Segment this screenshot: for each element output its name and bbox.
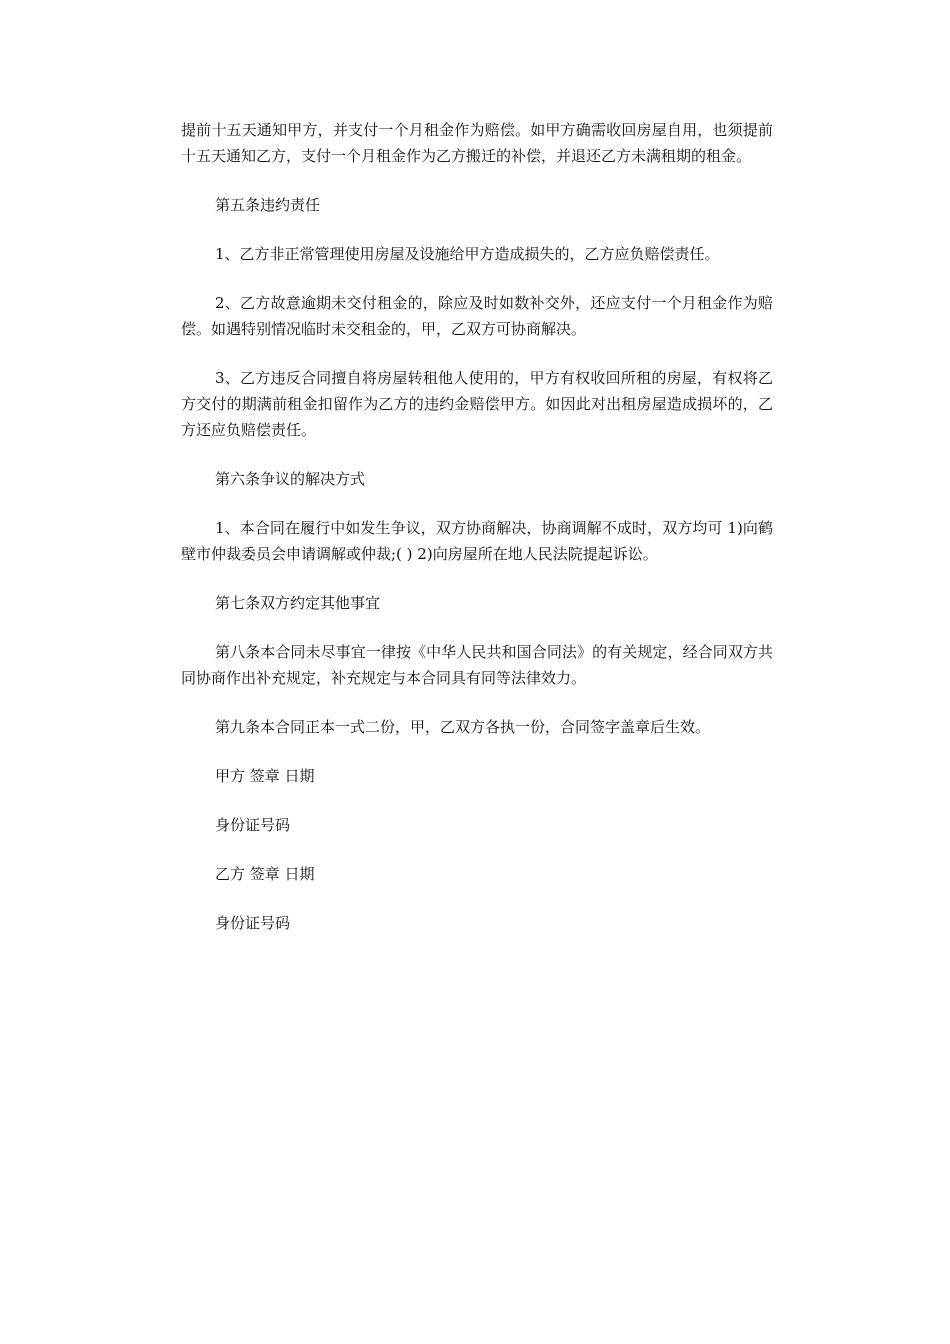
article-5-item-1: 1、乙方非正常管理使用房屋及设施给甲方造成损失的，乙方应负赔偿责任。 [215,245,720,263]
party-a-id-line: 身份证号码 [215,816,291,834]
contract-body [181,117,773,959]
article-6-heading: 第六条争议的解决方式 [215,470,366,488]
article-6-item-1: 1、本合同在履行中如发生争议，双方协商解决，协商调解不成时，双方均可 1)向鹤壁市仲裁委员会申请调解或仲裁;( ) 2)向房屋所在地人民法院提起诉讼。 [181,519,773,563]
article-7-heading: 第七条双方约定其他事宜 [215,594,381,612]
article-5-item-2: 2、乙方故意逾期未交付租金的，除应及时如数补交外，还应支付一个月租金作为赔偿。如遇特别情况临时未交租金的，甲，乙双方可协商解决。 [181,294,773,338]
party-b-id-line: 身份证号码 [215,914,291,932]
article-5-heading: 第五条违约责任 [215,196,321,214]
article-8: 第八条本合同未尽事宜一律按《中华人民共和国合同法》的有关规定，经合同双方共同协商作出补充规定，补充规定与本合同具有同等法律效力。 [181,643,773,687]
party-a-signature-line: 甲方 签章 日期 [215,767,315,785]
article-9: 第九条本合同正本一式二份，甲，乙双方各执一份，合同签字盖章后生效。 [215,718,711,736]
party-b-signature-line: 乙方 签章 日期 [215,865,315,883]
article-5-item-3: 3、乙方违反合同擅自将房屋转租他人使用的，甲方有权收回所租的房屋，有权将乙方交付的期满前租金扣留作为乙方的违约金赔偿甲方。如因此对出租房屋造成损坏的，乙方还应负赔偿责任。 [181,369,773,439]
paragraph-continued-termination: 提前十五天通知甲方，并支付一个月租金作为赔偿。如甲方确需收回房屋自用，也须提前十五天通知乙方，支付一个月租金作为乙方搬迁的补偿，并退还乙方未满租期的租金。 [181,121,773,165]
